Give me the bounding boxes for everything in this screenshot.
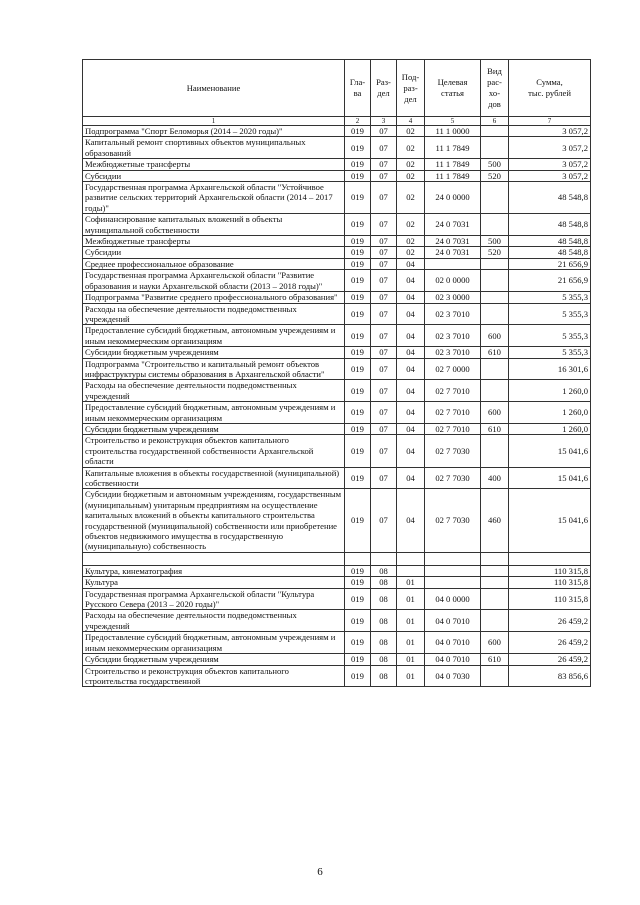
header-target-text: Целевая статья: [437, 77, 468, 98]
cell-razdel: 07: [371, 247, 397, 258]
cell-target: 11 1 7849: [425, 159, 481, 170]
cell-target: 02 7 7030: [425, 467, 481, 489]
cell-glava: [345, 552, 371, 565]
header-glava: [345, 60, 371, 117]
cell-vid: [481, 182, 509, 214]
cell-vid: [481, 137, 509, 159]
cell-razdel: 07: [371, 170, 397, 181]
cell-vid: [481, 552, 509, 565]
cell-target: 04 0 7030: [425, 665, 481, 687]
cell-razdel: 08: [371, 665, 397, 687]
cell-target: 24 0 7031: [425, 247, 481, 258]
cell-vid: 500: [481, 236, 509, 247]
cell-sum: 1 260,0: [509, 402, 591, 424]
table-row: [83, 236, 591, 247]
cell-sum: 21 656,9: [509, 270, 591, 292]
cell-glava: 019: [345, 610, 371, 632]
cell-target: 02 7 7010: [425, 380, 481, 402]
cell-podrazdel: [397, 565, 425, 576]
header-glava-text: Гла- ва: [349, 77, 366, 98]
cell-vid: [481, 380, 509, 402]
cell-razdel: 07: [371, 402, 397, 424]
cell-name: Подпрограмма "Развитие среднего профессионального образования": [83, 292, 345, 303]
cell-glava: 019: [345, 577, 371, 588]
cell-target: 24 0 7031: [425, 236, 481, 247]
cell-razdel: 08: [371, 588, 397, 610]
cell-razdel: 07: [371, 303, 397, 325]
cell-target: 04 0 7010: [425, 632, 481, 654]
cell-razdel: [371, 552, 397, 565]
cell-name: Субсидии бюджетным учреждениям: [83, 347, 345, 358]
cell-sum: 26 459,2: [509, 610, 591, 632]
cell-name: Государственная программа Архангельской области "Устойчивое развитие сельских территорий Архангельской области (2014 – 2017 годы)": [83, 182, 345, 214]
cell-vid: 610: [481, 347, 509, 358]
cell-vid: 520: [481, 170, 509, 181]
cell-sum: 3 057,2: [509, 137, 591, 159]
table-row: [83, 577, 591, 588]
cell-glava: 019: [345, 380, 371, 402]
cell-vid: 600: [481, 402, 509, 424]
cell-sum: 3 057,2: [509, 126, 591, 137]
cell-sum: 15 041,6: [509, 435, 591, 467]
table-row: [83, 565, 591, 576]
cell-target: [425, 258, 481, 269]
cell-vid: 600: [481, 325, 509, 347]
cell-glava: 019: [345, 489, 371, 552]
cell-razdel: 08: [371, 565, 397, 576]
cell-glava: 019: [345, 303, 371, 325]
cell-target: 24 0 0000: [425, 182, 481, 214]
cell-sum: 26 459,2: [509, 654, 591, 665]
cell-target: 02 7 0000: [425, 358, 481, 380]
cell-sum: 3 057,2: [509, 170, 591, 181]
cell-razdel: 07: [371, 126, 397, 137]
cell-target: 02 3 7010: [425, 325, 481, 347]
cell-vid: [481, 126, 509, 137]
cell-target: [425, 565, 481, 576]
cell-razdel: 07: [371, 137, 397, 159]
table-row: [83, 423, 591, 434]
cell-sum: 5 355,3: [509, 292, 591, 303]
cell-glava: 019: [345, 214, 371, 236]
header-name: Наименование: [83, 60, 345, 117]
cell-glava: 019: [345, 588, 371, 610]
column-number: 4: [397, 117, 425, 126]
cell-name: Межбюджетные трансферты: [83, 236, 345, 247]
cell-razdel: 07: [371, 270, 397, 292]
table-body: [83, 126, 591, 687]
cell-glava: 019: [345, 270, 371, 292]
cell-vid: 610: [481, 654, 509, 665]
table-row: [83, 126, 591, 137]
column-number: 6: [481, 117, 509, 126]
cell-vid: [481, 258, 509, 269]
cell-name: Государственная программа Архангельской области "Культура Русского Севера (2013 – 2020 годы)": [83, 588, 345, 610]
cell-podrazdel: 04: [397, 258, 425, 269]
cell-razdel: 07: [371, 358, 397, 380]
cell-podrazdel: 04: [397, 292, 425, 303]
cell-glava: 019: [345, 236, 371, 247]
table-header-row: [83, 60, 591, 117]
cell-glava: 019: [345, 292, 371, 303]
cell-podrazdel: 02: [397, 170, 425, 181]
cell-name: Субсидии: [83, 170, 345, 181]
cell-razdel: 07: [371, 380, 397, 402]
table-row: [83, 467, 591, 489]
table-row: [83, 435, 591, 467]
table-row: [83, 247, 591, 258]
cell-sum: 1 260,0: [509, 380, 591, 402]
cell-target: 02 7 7030: [425, 435, 481, 467]
cell-target: 02 0 0000: [425, 270, 481, 292]
cell-vid: [481, 292, 509, 303]
cell-glava: 019: [345, 347, 371, 358]
cell-glava: 019: [345, 182, 371, 214]
table-row: [83, 489, 591, 552]
table-row: [83, 358, 591, 380]
cell-name: Капитальный ремонт спортивных объектов муниципальных образований: [83, 137, 345, 159]
cell-target: 02 7 7030: [425, 489, 481, 552]
cell-name: Субсидии: [83, 247, 345, 258]
cell-razdel: 07: [371, 292, 397, 303]
cell-name: Среднее профессиональное образование: [83, 258, 345, 269]
table-row: [83, 303, 591, 325]
cell-sum: 26 459,2: [509, 632, 591, 654]
table-row: [83, 182, 591, 214]
cell-podrazdel: 02: [397, 126, 425, 137]
cell-glava: 019: [345, 247, 371, 258]
cell-vid: [481, 665, 509, 687]
cell-name: Строительство и реконструкция объектов капитального строительства государственной: [83, 665, 345, 687]
cell-podrazdel: 02: [397, 214, 425, 236]
cell-sum: 110 315,8: [509, 565, 591, 576]
cell-razdel: 08: [371, 632, 397, 654]
header-razdel-text: Раз- дел: [376, 77, 391, 98]
cell-glava: 019: [345, 423, 371, 434]
cell-razdel: 08: [371, 577, 397, 588]
cell-podrazdel: 04: [397, 347, 425, 358]
cell-vid: 500: [481, 159, 509, 170]
cell-razdel: 07: [371, 489, 397, 552]
cell-sum: 5 355,3: [509, 303, 591, 325]
table-row: [83, 137, 591, 159]
cell-vid: [481, 358, 509, 380]
cell-podrazdel: 04: [397, 467, 425, 489]
cell-podrazdel: 01: [397, 632, 425, 654]
cell-name: Культура: [83, 577, 345, 588]
cell-vid: [481, 577, 509, 588]
cell-target: 02 3 7010: [425, 303, 481, 325]
column-number: 2: [345, 117, 371, 126]
cell-name: Субсидии бюджетным учреждениям: [83, 654, 345, 665]
table-row: [83, 402, 591, 424]
cell-vid: [481, 610, 509, 632]
cell-vid: [481, 270, 509, 292]
cell-name: Расходы на обеспечение деятельности подведомственных учреждений: [83, 303, 345, 325]
cell-vid: 600: [481, 632, 509, 654]
table-row: [83, 347, 591, 358]
cell-glava: 019: [345, 325, 371, 347]
cell-target: 04 0 7010: [425, 654, 481, 665]
page-number: 6: [317, 866, 323, 878]
cell-target: 02 7 7010: [425, 402, 481, 424]
cell-razdel: 07: [371, 182, 397, 214]
table-row: [83, 170, 591, 181]
cell-sum: [509, 552, 591, 565]
cell-podrazdel: 01: [397, 610, 425, 632]
cell-sum: 110 315,8: [509, 577, 591, 588]
cell-name: Предоставление субсидий бюджетным, автономным учреждениям и иным некоммерческим организациям: [83, 402, 345, 424]
cell-podrazdel: 04: [397, 489, 425, 552]
cell-podrazdel: 02: [397, 182, 425, 214]
column-number: 5: [425, 117, 481, 126]
cell-glava: 019: [345, 435, 371, 467]
table-row: [83, 665, 591, 687]
cell-sum: 83 856,6: [509, 665, 591, 687]
cell-razdel: 07: [371, 347, 397, 358]
cell-sum: 48 548,8: [509, 236, 591, 247]
cell-sum: 3 057,2: [509, 159, 591, 170]
cell-podrazdel: 04: [397, 423, 425, 434]
cell-podrazdel: 04: [397, 325, 425, 347]
cell-vid: 610: [481, 423, 509, 434]
cell-podrazdel: 01: [397, 654, 425, 665]
cell-name: Предоставление субсидий бюджетным, автономным учреждениям и иным некоммерческим организациям: [83, 632, 345, 654]
cell-name: Капитальные вложения в объекты государственной (муниципальной) собственности: [83, 467, 345, 489]
cell-glava: 019: [345, 402, 371, 424]
cell-sum: 110 315,8: [509, 588, 591, 610]
cell-razdel: 07: [371, 423, 397, 434]
cell-sum: 48 548,8: [509, 182, 591, 214]
cell-razdel: 07: [371, 236, 397, 247]
cell-name: Софинансирование капитальных вложений в объекты муниципальной собственности: [83, 214, 345, 236]
table-row: [83, 258, 591, 269]
cell-vid: [481, 565, 509, 576]
cell-name: Субсидии бюджетным учреждениям: [83, 423, 345, 434]
cell-target: 11 1 7849: [425, 137, 481, 159]
cell-glava: 019: [345, 632, 371, 654]
cell-name: Подпрограмма "Строительство и капитальный ремонт объектов инфраструктуры системы образования в Архангельской области": [83, 358, 345, 380]
cell-glava: 019: [345, 258, 371, 269]
table-row: [83, 610, 591, 632]
cell-podrazdel: 04: [397, 380, 425, 402]
column-number-row: [83, 117, 591, 126]
header-sum: [509, 60, 591, 117]
cell-name: Субсидии бюджетным и автономным учреждениям, государственным (муниципальным) унитарным предприятиям на осуществление капитальных вложений в объекты капитального строительства государственной (муниципальной) собственности или приобретение объектов недвижимого имущества в государственную (муниципальную) собственность: [83, 489, 345, 552]
cell-vid: [481, 303, 509, 325]
cell-target: 11 1 7849: [425, 170, 481, 181]
cell-podrazdel: 04: [397, 303, 425, 325]
cell-name: [83, 552, 345, 565]
table-row: [83, 632, 591, 654]
cell-sum: 15 041,6: [509, 489, 591, 552]
cell-vid: 520: [481, 247, 509, 258]
cell-name: Строительство и реконструкция объектов капитального строительства государственной собственности Архангельской области: [83, 435, 345, 467]
cell-name: Расходы на обеспечение деятельности подведомственных учреждений: [83, 380, 345, 402]
cell-sum: 1 260,0: [509, 423, 591, 434]
cell-podrazdel: 01: [397, 665, 425, 687]
header-vid-text: Вид рас- хо- дов: [487, 66, 502, 109]
cell-razdel: 07: [371, 214, 397, 236]
table-row: [83, 292, 591, 303]
cell-vid: 460: [481, 489, 509, 552]
cell-razdel: 08: [371, 654, 397, 665]
table-row: [83, 380, 591, 402]
table-row: [83, 588, 591, 610]
cell-razdel: 07: [371, 258, 397, 269]
header-target: [425, 60, 481, 117]
cell-glava: 019: [345, 654, 371, 665]
cell-podrazdel: 02: [397, 236, 425, 247]
cell-name: Культура, кинематография: [83, 565, 345, 576]
table-row: [83, 270, 591, 292]
cell-name: Расходы на обеспечение деятельности подведомственных учреждений: [83, 610, 345, 632]
cell-vid: 400: [481, 467, 509, 489]
table-row: [83, 159, 591, 170]
table-row: [83, 325, 591, 347]
budget-table: [82, 59, 591, 687]
cell-sum: 5 355,3: [509, 347, 591, 358]
table-row: [83, 654, 591, 665]
cell-target: 04 0 0000: [425, 588, 481, 610]
header-vid: [481, 60, 509, 117]
cell-name: Подпрограмма "Спорт Беломорья (2014 – 2020 годы)": [83, 126, 345, 137]
cell-target: 02 3 0000: [425, 292, 481, 303]
cell-podrazdel: 02: [397, 137, 425, 159]
cell-podrazdel: 04: [397, 402, 425, 424]
header-razdel: [371, 60, 397, 117]
cell-podrazdel: 04: [397, 435, 425, 467]
cell-target: 24 0 7031: [425, 214, 481, 236]
cell-name: Межбюджетные трансферты: [83, 159, 345, 170]
cell-podrazdel: 02: [397, 159, 425, 170]
cell-vid: [481, 214, 509, 236]
cell-target: 02 7 7010: [425, 423, 481, 434]
cell-sum: 16 301,6: [509, 358, 591, 380]
cell-glava: 019: [345, 467, 371, 489]
cell-glava: 019: [345, 170, 371, 181]
cell-target: [425, 552, 481, 565]
header-podrazdel-text: Под- раз- дел: [401, 71, 420, 104]
table-row: [83, 214, 591, 236]
column-number: 1: [83, 117, 345, 126]
cell-razdel: 07: [371, 159, 397, 170]
cell-podrazdel: 01: [397, 588, 425, 610]
table-row: [83, 552, 591, 565]
cell-podrazdel: 01: [397, 577, 425, 588]
header-podrazdel: [397, 60, 425, 117]
cell-target: 04 0 7010: [425, 610, 481, 632]
cell-name: Предоставление субсидий бюджетным, автономным учреждениям и иным некоммерческим организациям: [83, 325, 345, 347]
cell-razdel: 07: [371, 435, 397, 467]
cell-glava: 019: [345, 665, 371, 687]
cell-glava: 019: [345, 565, 371, 576]
cell-sum: 5 355,3: [509, 325, 591, 347]
cell-podrazdel: 04: [397, 270, 425, 292]
column-number: 7: [509, 117, 591, 126]
column-number: 3: [371, 117, 397, 126]
cell-vid: [481, 435, 509, 467]
cell-glava: 019: [345, 358, 371, 380]
cell-glava: 019: [345, 159, 371, 170]
cell-sum: 48 548,8: [509, 214, 591, 236]
cell-target: 11 1 0000: [425, 126, 481, 137]
cell-razdel: 07: [371, 325, 397, 347]
cell-target: 02 3 7010: [425, 347, 481, 358]
cell-sum: 15 041,6: [509, 467, 591, 489]
cell-glava: 019: [345, 126, 371, 137]
cell-podrazdel: 04: [397, 358, 425, 380]
cell-sum: 48 548,8: [509, 247, 591, 258]
cell-glava: 019: [345, 137, 371, 159]
cell-target: [425, 577, 481, 588]
cell-podrazdel: [397, 552, 425, 565]
cell-podrazdel: 02: [397, 247, 425, 258]
cell-name: Государственная программа Архангельской области "Развитие образования и науки Архангельской области (2013 – 2018 годы)": [83, 270, 345, 292]
cell-sum: 21 656,9: [509, 258, 591, 269]
cell-razdel: 07: [371, 467, 397, 489]
cell-razdel: 08: [371, 610, 397, 632]
cell-vid: [481, 588, 509, 610]
header-sum-text: Сумма, тыс. рублей: [528, 77, 571, 98]
